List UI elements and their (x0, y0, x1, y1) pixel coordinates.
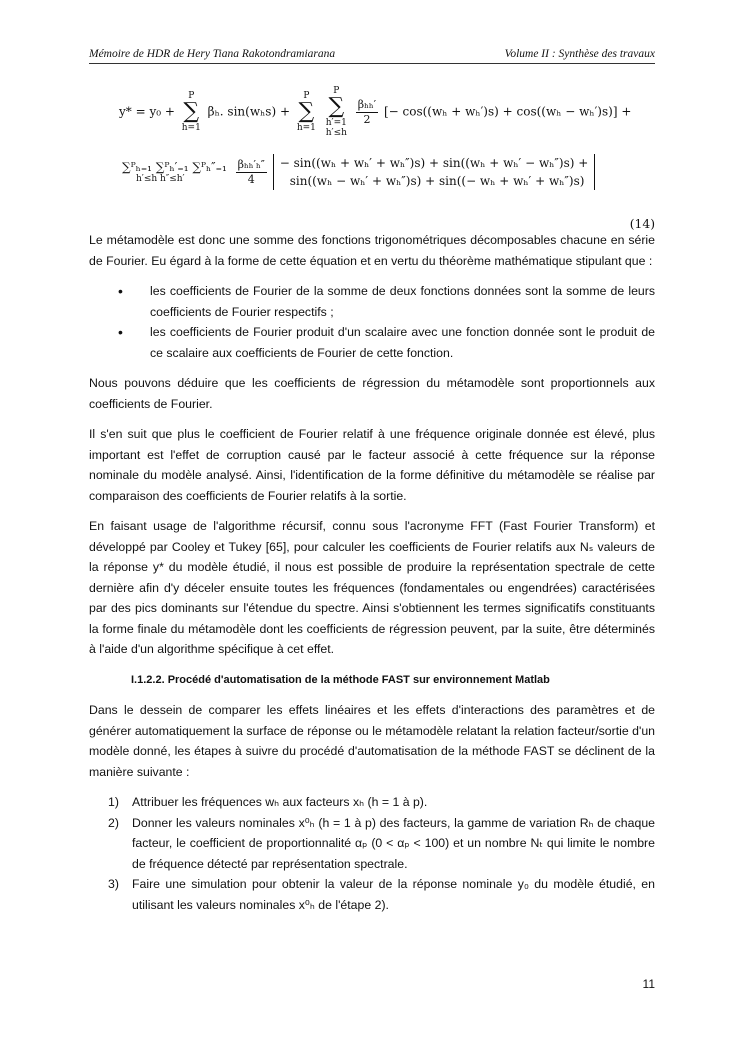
equation-line-1 (119, 86, 631, 138)
bullet-item: • les coefficients de Fourier de la somme de deux fonctions données sont la somme de leurs coefficients de Fourier respectifs ; (132, 281, 655, 322)
paragraph-2: Nous pouvons déduire que les coefficients de régression du métamodèle sont proportionnels aux coefficients de Fourier. (89, 376, 655, 411)
eq-term-1: βₕ. sin(wₕs) + (207, 104, 290, 119)
step-item: 3) Faire une simulation pour obtenir la valeur de la réponse nominale y₀ du modèle étudié, en utilisant les valeurs nominales x⁰ₕ de l'étape 2). (108, 877, 655, 912)
paragraph-4: En faisant usage de l'algorithme récursif, connu sous l'acronyme FFT (Fast Fourier Transform) et développé par Cooley et Tukey [65], pour calculer les coefficients de Fourier relatifs aux Nₛ valeurs de la réponse y* du modèle étudié, il nous est possible de produire la représentation spectrale de cette dernière afin d'y déceler ensuite toutes les fréquences (fondamentales ou engendrées) caractérisées par des pics dominants sur l'étendue du spectre. Ainsi s'obtiennent les termes significatifs constituants la forme finale du métamodèle dont les coefficients de régression peuvent, par la suite, être déterminés à l'aide d'un algorithme spécifique à cet effet. (89, 519, 655, 656)
steps-list (89, 792, 655, 915)
eq-fraction-1: $\frac{\text{βₕₕ′}}{2}$ (357, 97, 377, 126)
paragraph-3: Il s'en suit que plus le coefficient de Fourier relatif à une fréquence originale donnée est élevé, plus important est l'effet de corruption causé par le facteur associé à cette fréquence sur la réponse nominale du modèle analysé. Ainsi, l'identification de la forme définitive du métamodèle se réalise par comparaison des coefficients de Fourier relatifs à la sortie. (89, 427, 655, 503)
triple-sum: ∑ᴾₕ₌₁ ∑ᴾₕ′₌₁ ∑ᴾₕ″₌₁ h′≤h h″≤h′ (122, 160, 227, 184)
paragraph-5: Dans le dessein de comparer les effets linéaires et les effets d'interactions des paramètres et de générer automatiquement la surface de réponse ou le métamodèle relatant la relation facteur/sortie d'un modèle donné, les étapes à suivre du procédé d'automatisation de la méthode FAST se déclinent de la manière suivante : (89, 703, 655, 779)
bullet-list (89, 281, 655, 363)
page-header (89, 40, 655, 64)
equation-line-2 (119, 154, 595, 190)
sum-symbol: P ∑ h=1 (296, 91, 316, 133)
eq-bracket: − sin((wₕ + wₕ′ + wₕ″)s) + sin((wₕ + wₕ′ − wₕ″)s) + sin((wₕ − wₕ′ + wₕ″)s) + sin((− wₕ + wₕ′ + wₕ″)s) (273, 154, 596, 190)
sum-symbol: P ∑ h′=1 h′≤h (325, 86, 347, 138)
page-number: 11 (642, 977, 655, 991)
header-left: Mémoire de HDR de Hery Tiana Rakotondramiarana (89, 48, 336, 60)
eq-lhs: y* = y₀ + (119, 104, 175, 119)
sum-symbol: P ∑ h=1 (181, 91, 201, 133)
paragraph-1: Le métamodèle est donc une somme des fonctions trigonométriques décomposables chacune en série de Fourier. Eu égard à la forme de cette équation et en vertu du théorème mathématique stipulant que : (89, 233, 655, 268)
eq-fraction-2: $\frac{\text{βₕₕ′ₕ″}}{4}$ (237, 157, 265, 186)
section-heading: I.1.2.2. Procédé d'automatisation de la méthode FAST sur environnement Matlab (131, 673, 550, 686)
header-right: Volume II : Synthèse des travaux (504, 48, 655, 60)
bullet-item: • les coefficients de Fourier produit d'un scalaire avec une fonction donnée sont le produit de ce scalaire aux coefficients de Fourier de cette fonction. (132, 322, 655, 363)
step-item: 1) Attribuer les fréquences wₕ aux facteurs xₕ (h = 1 à p). (108, 795, 428, 809)
eq-term-2: [− cos((wₕ + wₕ′)s) + cos((wₕ − wₕ′)s)] + (383, 104, 632, 119)
page-content (89, 80, 655, 925)
equation-14 (89, 80, 655, 230)
equation-number: (14) (629, 217, 655, 231)
step-item: 2) Donner les valeurs nominales x⁰ₕ (h = 1 à p) des facteurs, la gamme de variation Rₕ de chaque facteur, le coefficient de proportionnalité αₚ (0 < αₚ < 100) et un nombre Nₜ qui limite le nombre de fréquence détecté par représentation spectrale. (108, 815, 655, 871)
